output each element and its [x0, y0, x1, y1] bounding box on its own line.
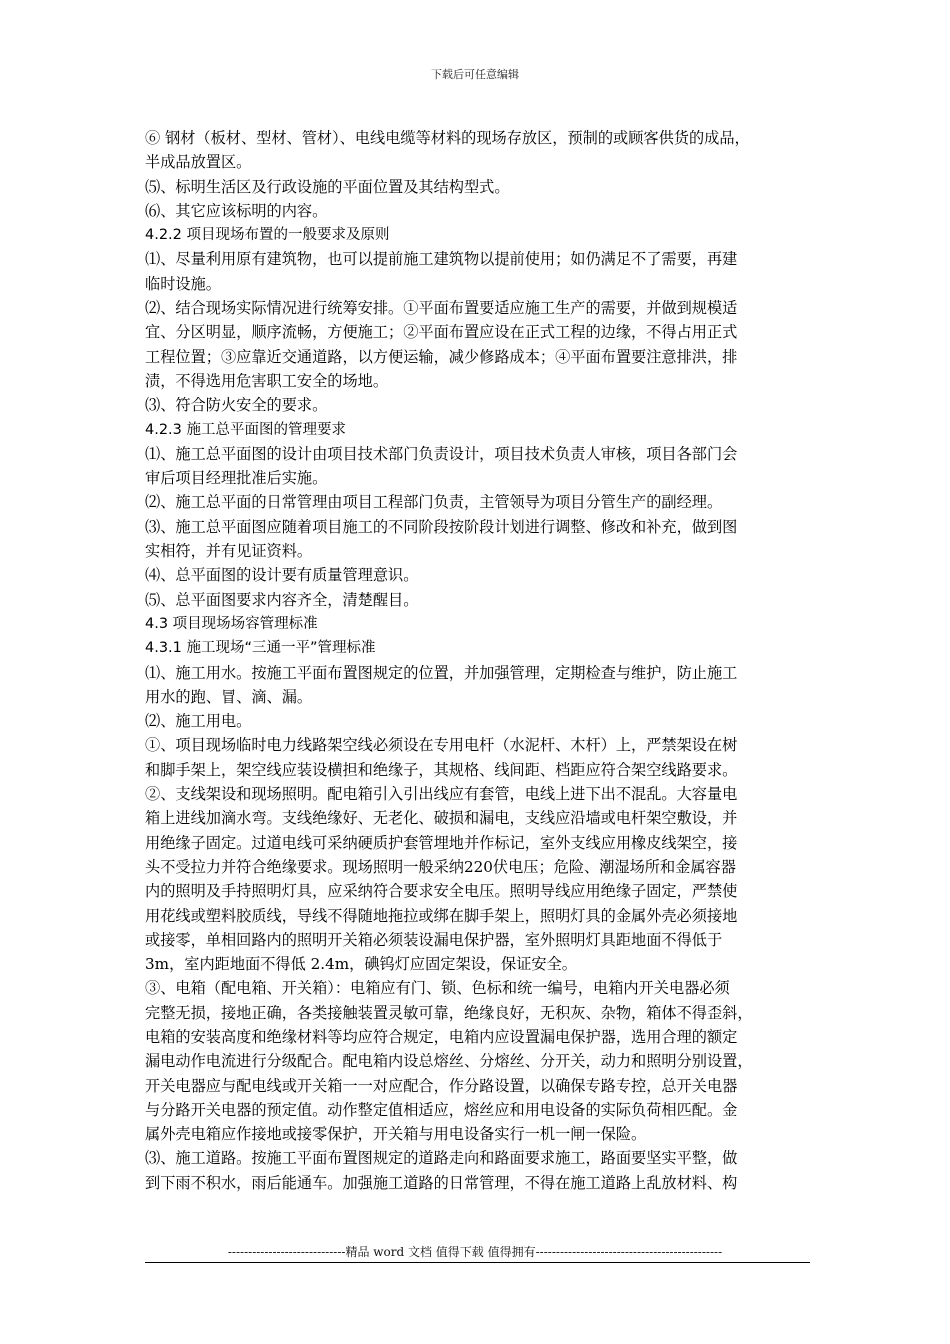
text-line: ⑴、施工用水。按施工平面布置图规定的位置，并加强管理，定期检查与维护，防止施工: [145, 663, 738, 682]
text-line: 属外壳电箱应作接地或接零保护，开关箱与用电设备实行一机一闸一保险。: [145, 1125, 647, 1144]
text-line: 与分路开关电器的预定值。动作整定值相适应，熔丝应和用电设备的实际负荷相匹配。金: [145, 1100, 738, 1119]
text-line: 临时设施。: [145, 274, 221, 293]
text-line: ⑵、施工总平面的日常管理由项目工程部门负责，主管领导为项目分管生产的副经理。: [145, 493, 723, 512]
text-line: ⑶、符合防火安全的要求。: [145, 396, 328, 415]
text-line: 内的照明及手持照明灯具，应采纳符合要求安全电压。照明导线应用绝缘子固定，严禁使: [145, 882, 738, 901]
text-line: ②、支线架设和现场照明。配电箱引入引出线应有套管，电线上进下出不混乱。大容量电: [145, 785, 738, 804]
text-line: ⑶、施工道路。按施工平面布置图规定的道路走向和路面要求施工，路面要坚实平整，做: [145, 1149, 738, 1168]
page-header: 下载后可任意编辑: [431, 68, 519, 81]
text-line: 箱上进线加滴水弯。支线绝缘好、无老化、破损和漏电，支线应沿墙或电杆架空敷设，并: [145, 809, 738, 828]
text-line: 头不受拉力并符合绝缘要求。现场照明一般采纳220伏电压；危险、潮湿场所和金属容器: [145, 857, 736, 876]
text-line: ③、电箱（配电箱、开关箱）：电箱应有门、锁、色标和统一编号，电箱内开关电器必须: [145, 979, 730, 998]
text-line: 半成品放置区。: [145, 153, 252, 172]
text-line: 用花线或塑料胶质线，导线不得随地拖拉或绑在脚手架上，照明灯具的金属外壳必须接地: [145, 906, 738, 925]
text-line: 用绝缘子固定。过道电线可采纳硬质护套管埋地并作标记，室外支线应用橡皮线架空，接: [145, 833, 738, 852]
text-line: 到下雨不积水，雨后能通车。加强施工道路的日常管理，不得在施工道路上乱放材料、构: [145, 1173, 738, 1192]
text-line: ⑴、施工总平面图的设计由项目技术部门负责设计，项目技术负责人审核，项目各部门会: [145, 444, 738, 463]
text-line: ⑸、标明生活区及行政设施的平面位置及其结构型式。: [145, 177, 510, 196]
text-line: ①、项目现场临时电力线路架空线必须设在专用电杆（水泥杆、木杆）上，严禁架设在树: [145, 736, 738, 755]
page-footer: -----------------------------精品 word 文档 值得下载 值得拥有----------------------------------------------: [227, 1245, 723, 1259]
text-line: 和脚手架上，架空线应装设横担和绝缘子，其规格、线间距、档距应符合架空线路要求。: [145, 760, 738, 779]
text-line: 开关电器应与配电线或开关箱一一对应配合，作分路设置，以确保专路专控，总开关电器: [145, 1076, 738, 1095]
text-line: 实相符，并有见证资料。: [145, 542, 313, 561]
text-line: 电箱的安装高度和绝缘材料等均应符合规定，电箱内应设置漏电保护器，选用合理的额定: [145, 1027, 738, 1046]
text-line: 漏电动作电流进行分级配合。配电箱内设总熔丝、分熔丝、分开关，动力和照明分别设置，: [145, 1052, 753, 1071]
text-line: 渍，不得选用危害职工安全的场地。: [145, 371, 388, 390]
document-body: [145, 126, 810, 1195]
text-line: ⑷、总平面图的设计要有质量管理意识。: [145, 566, 419, 585]
text-line: ⑥ 钢材（板材、型材、管材）、电线电缆等材料的现场存放区，预制的或顾客供货的成品，: [145, 129, 750, 147]
section-heading: 4.2.3 施工总平面图的管理要求: [145, 421, 347, 438]
text-line: ⑶、施工总平面图应随着项目施工的不同阶段按阶段计划进行调整、修改和补充，做到图: [145, 517, 738, 536]
section-heading: 4.2.2 项目现场布置的一般要求及原则: [145, 227, 390, 244]
text-line: ⑴、尽量利用原有建筑物，也可以提前施工建筑物以提前使用；如仍满足不了需要，再建: [145, 250, 738, 269]
footer-rule: [145, 1262, 810, 1263]
text-line: 工程位置；③应靠近交通道路，以方便运输，减少修路成本；④平面布置要注意排洪，排: [145, 347, 738, 366]
text-line: 或接零，单相回路内的照明开关箱必须装设漏电保护器，室外照明灯具距地面不得低于: [145, 930, 723, 949]
text-line: 用水的跑、冒、滴、漏。: [145, 687, 313, 706]
text-line: 完整无损，接地正确，各类接触装置灵敏可靠，绝缘良好，无积灰、杂物，箱体不得歪斜，: [145, 1003, 753, 1022]
text-line: ⑵、结合现场实际情况进行统筹安排。①平面布置要适应施工生产的需要，并做到规模适: [145, 299, 738, 318]
text-line: 审后项目经理批准后实施。: [145, 469, 328, 488]
text-line: ⑸、总平面图要求内容齐全，清楚醒目。: [145, 590, 419, 609]
text-line: 宜、分区明显，顺序流畅，方便施工；②平面布置应设在正式工程的边缘，不得占用正式: [145, 323, 738, 342]
text-line: ⑵、施工用电。: [145, 712, 252, 731]
section-heading: 4.3 项目现场场容管理标准: [145, 615, 318, 632]
text-line: ⑹、其它应该标明的内容。: [145, 201, 328, 220]
text-line: 3m，室内距地面不得低 2.4m，碘钨灯应固定架设，保证安全。: [145, 955, 577, 974]
section-heading: 4.3.1 施工现场“三通一平”管理标准: [145, 640, 376, 657]
